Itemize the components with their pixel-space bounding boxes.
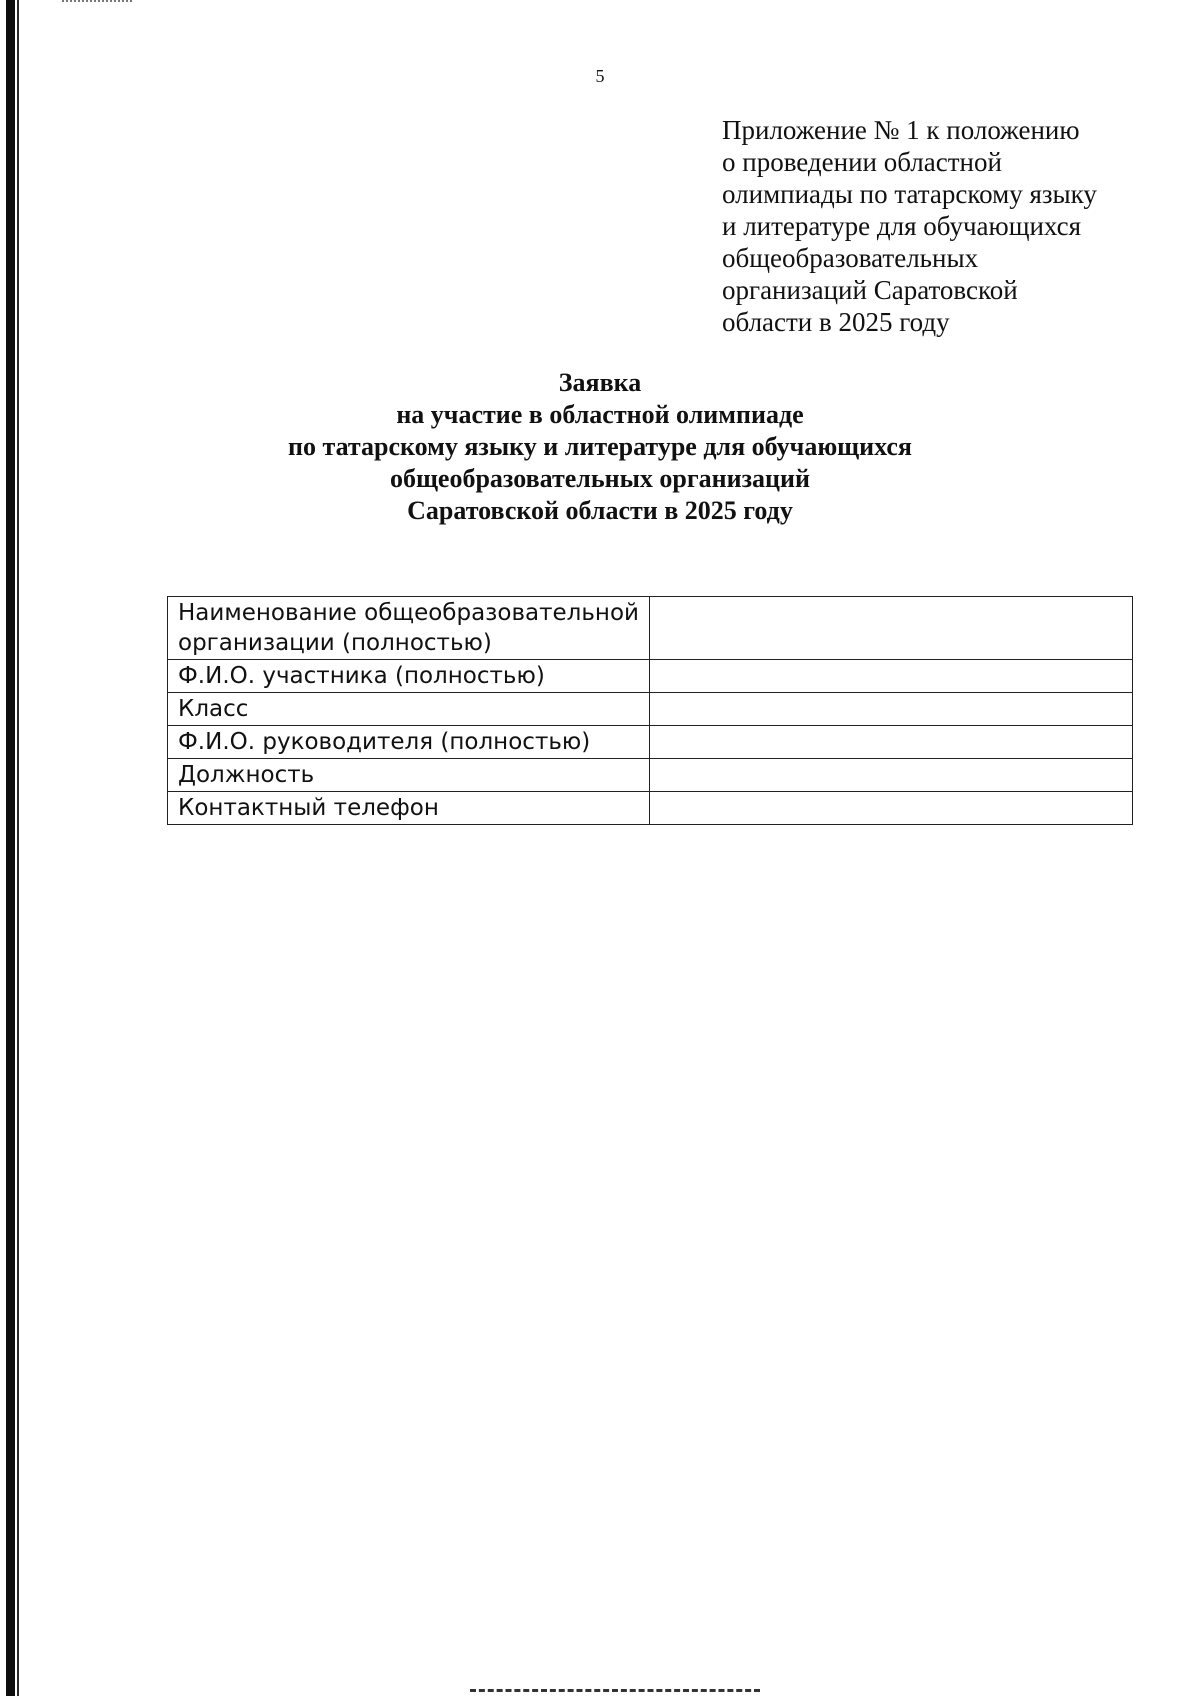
title-line: Саратовской области в 2025 году [407, 496, 793, 525]
application-form-table [167, 596, 1133, 825]
table-row [168, 726, 1133, 759]
table-row [168, 693, 1133, 726]
row-value-position[interactable] [650, 759, 1133, 792]
row-value-grade[interactable] [650, 693, 1133, 726]
appendix-note [722, 114, 1162, 338]
scan-edge-left [6, 0, 15, 1696]
row-label-phone: Контактный телефон [168, 792, 650, 825]
table-row [168, 660, 1133, 693]
table-row [168, 597, 1133, 660]
title-line: на участие в областной олимпиаде [396, 400, 804, 429]
page-number: 5 [595, 66, 605, 86]
title-line: Заявка [558, 368, 642, 397]
row-label-grade: Класс [168, 693, 650, 726]
row-value-organization[interactable] [650, 597, 1133, 660]
document-title [150, 367, 1050, 527]
appendix-line: организаций Саратовской [722, 275, 1018, 305]
table-row [168, 792, 1133, 825]
row-label-participant-name: Ф.И.О. участника (полностью) [168, 660, 650, 693]
row-label-organization: Наименование общеобразовательной организации (полностью) [168, 597, 650, 660]
row-value-supervisor-name[interactable] [650, 726, 1133, 759]
row-value-phone[interactable] [650, 792, 1133, 825]
scan-edge-left-thin [17, 0, 19, 1696]
scan-mark-top [62, 0, 132, 6]
appendix-line: олимпиады по татарскому языку [722, 179, 1097, 209]
appendix-line: Приложение № 1 к положению [722, 115, 1080, 145]
title-line: по татарскому языку и литературе для обучающихся [288, 432, 912, 461]
appendix-line: и литературе для обучающихся [722, 211, 1082, 241]
title-line: общеобразовательных организаций [389, 464, 810, 493]
appendix-line: о проведении областной [722, 147, 1002, 177]
appendix-line: общеобразовательных [722, 243, 979, 273]
row-label-position: Должность [168, 759, 650, 792]
table-row [168, 759, 1133, 792]
appendix-line: области в 2025 году [722, 307, 950, 337]
scan-mark-bottom [470, 1689, 760, 1696]
row-value-participant-name[interactable] [650, 660, 1133, 693]
row-label-supervisor-name: Ф.И.О. руководителя (полностью) [168, 726, 650, 759]
